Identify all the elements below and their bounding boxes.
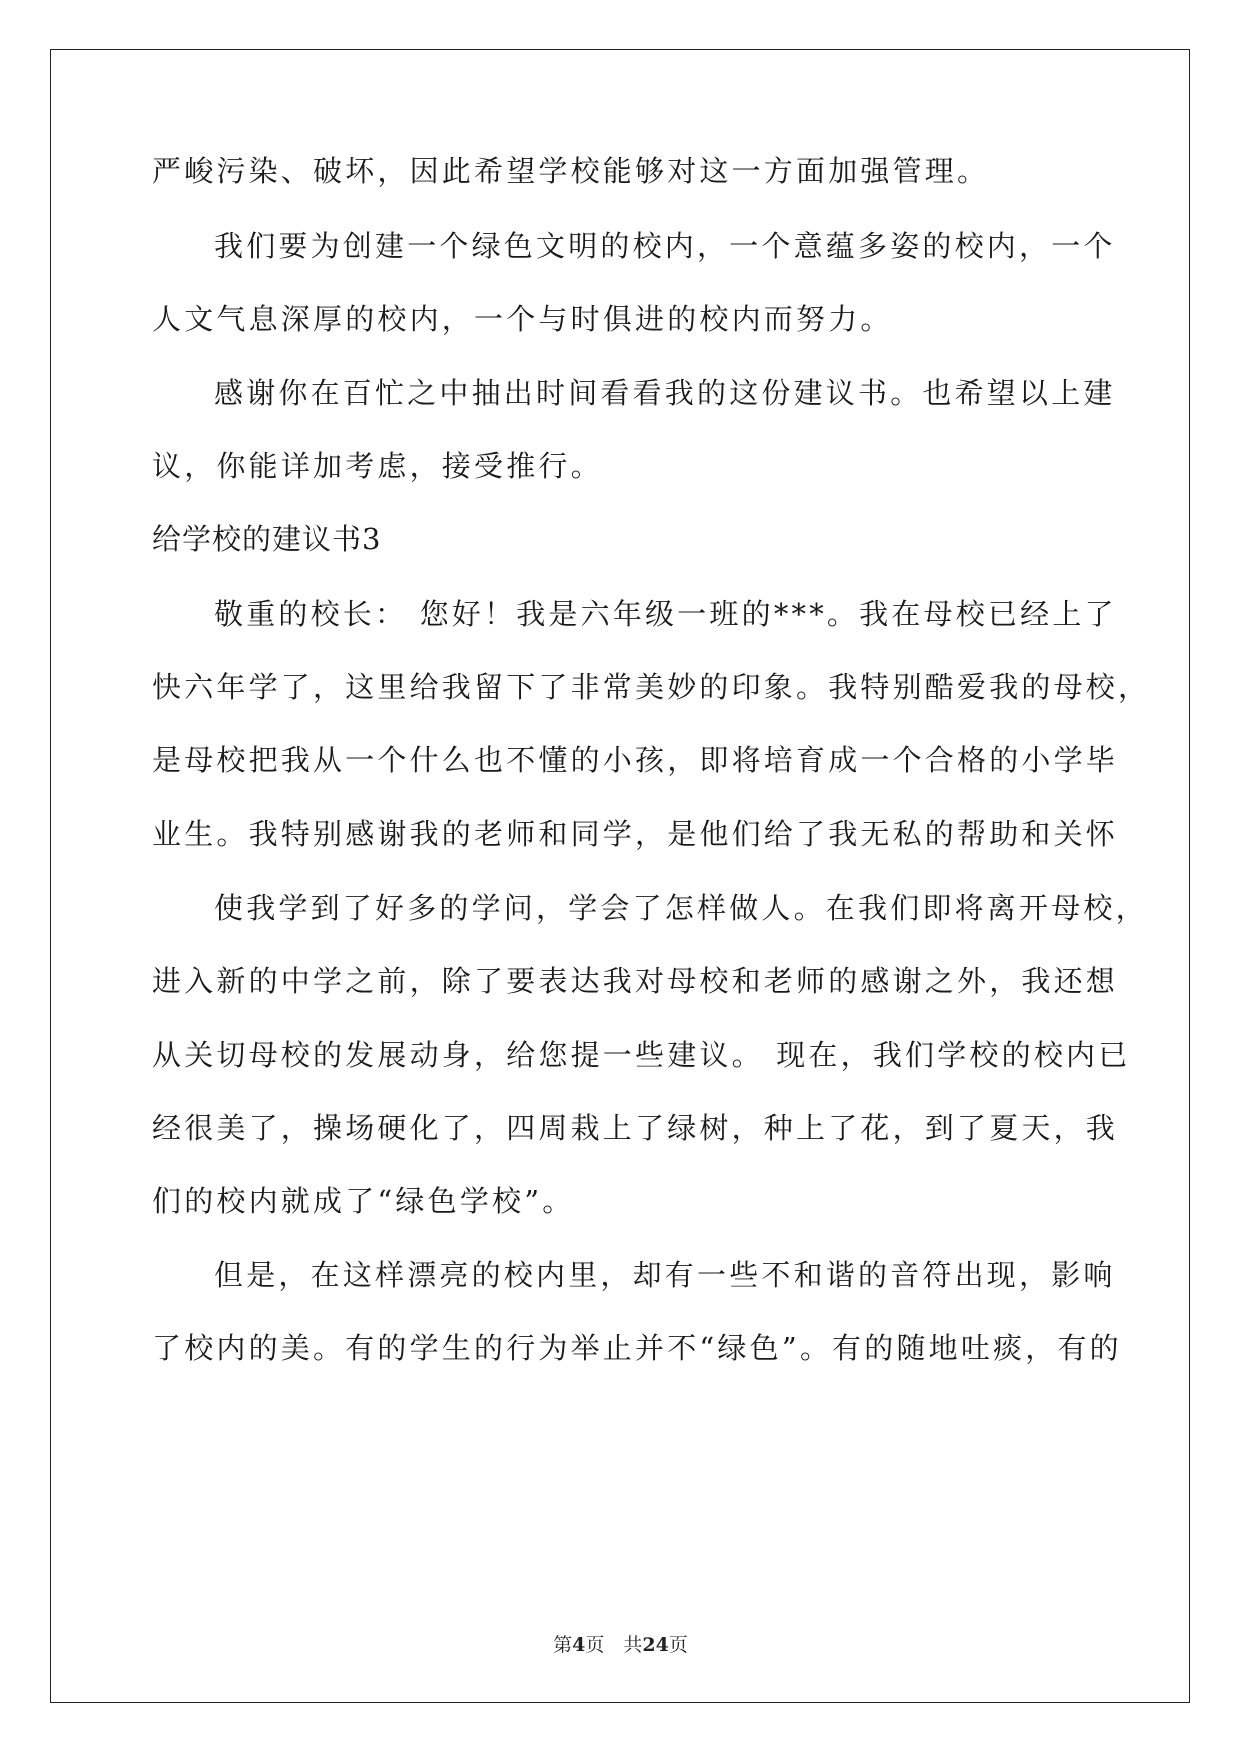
current-page-number: 4 xyxy=(572,1634,586,1656)
total-page-number: 24 xyxy=(642,1634,669,1656)
paragraph-start: 感谢你在百忙之中抽出时间看看我的这份建议书。也希望以上建 xyxy=(214,376,1116,410)
text-line: 严峻污染、破坏，因此希望学校能够对这一方面加强管理。 xyxy=(152,154,990,188)
page-number-footer xyxy=(0,1633,1241,1657)
text-line: 了校内的美。有的学生的行为举止并不“绿色”。有的随地吐痰，有的 xyxy=(152,1331,1122,1365)
text-line: 们的校内就成了“绿色学校”。 xyxy=(152,1184,575,1218)
text-line: 进入新的中学之前，除了要表达我对母校和老师的感谢之外，我还想 xyxy=(152,964,1119,998)
page-prefix: 第 xyxy=(553,1634,573,1656)
page-mid: 页 共 xyxy=(585,1634,643,1656)
paragraph-start: 敬重的校长： 您好！我是六年级一班的***。我在母校已经上了 xyxy=(214,597,1117,631)
section-heading: 给学校的建议书3 xyxy=(152,522,382,556)
text-line: 人文气息深厚的校内，一个与时俱进的校内而努力。 xyxy=(152,302,893,336)
page-border xyxy=(50,49,1190,1703)
text-line: 快六年学了，这里给我留下了非常美妙的印象。我特别酷爱我的母校， xyxy=(152,670,1151,704)
text-line: 经很美了，操场硬化了，四周栽上了绿树，种上了花，到了夏天，我 xyxy=(152,1111,1119,1145)
page-suffix: 页 xyxy=(668,1634,688,1656)
paragraph-start: 使我学到了好多的学问，学会了怎样做人。在我们即将离开母校， xyxy=(214,891,1148,925)
text-line: 是母校把我从一个什么也不懂的小孩，即将培育成一个合格的小学毕 xyxy=(152,743,1119,777)
text-line: 业生。我特别感谢我的老师和同学，是他们给了我无私的帮助和关怀 xyxy=(152,817,1119,851)
text-line: 议，你能详加考虑，接受推行。 xyxy=(152,449,603,483)
text-line: 从关切母校的发展动身，给您提一些建议。 现在，我们学校的校内已 xyxy=(152,1038,1131,1072)
paragraph-start: 我们要为创建一个绿色文明的校内，一个意蕴多姿的校内，一个 xyxy=(214,229,1116,263)
paragraph-start: 但是，在这样漂亮的校内里，却有一些不和谐的音符出现，影响 xyxy=(214,1258,1116,1292)
